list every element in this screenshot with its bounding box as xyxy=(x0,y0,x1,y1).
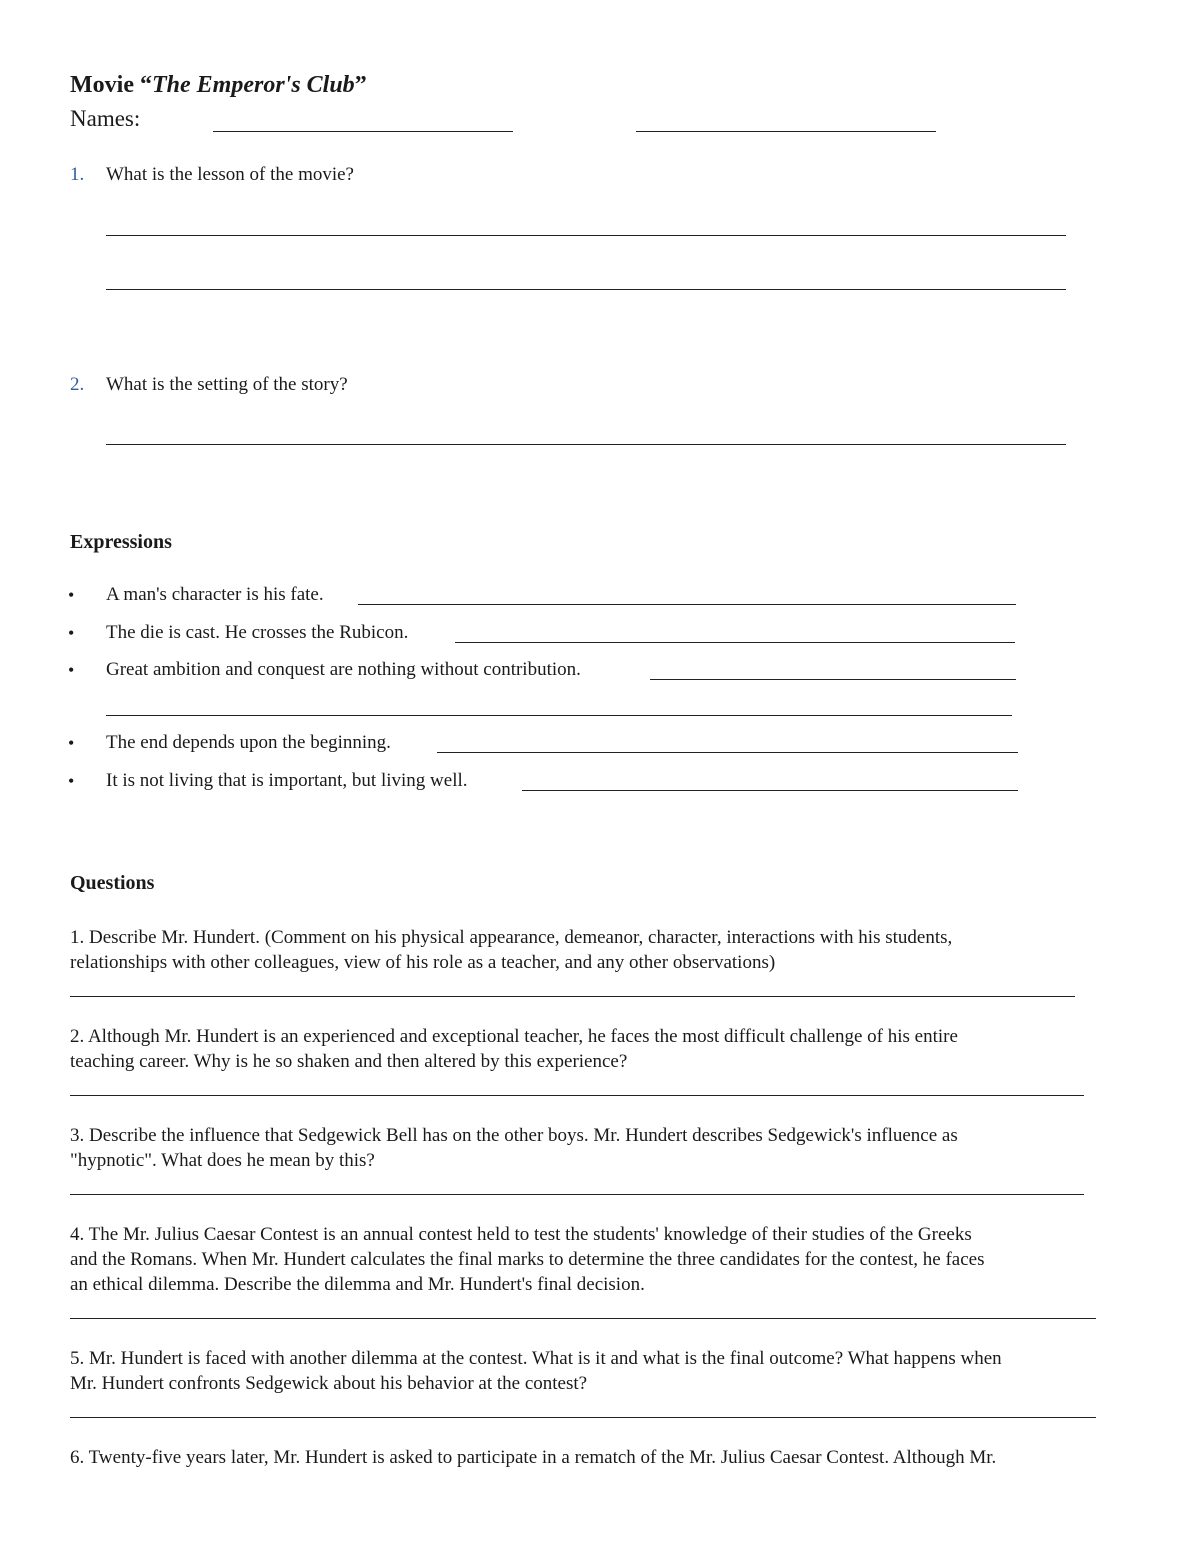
question-5 xyxy=(70,1346,1002,1396)
question-line: "hypnotic". What does he mean by this? xyxy=(70,1150,375,1171)
bullet: • xyxy=(68,771,75,791)
intro-question-text: What is the lesson of the movie? xyxy=(106,164,354,185)
question-line: an ethical dilemma. Describe the dilemma and Mr. Hundert's final decision. xyxy=(70,1274,645,1295)
answer-line[interactable] xyxy=(106,235,1066,236)
film-title: The Emperor's Club xyxy=(151,72,355,98)
expressions-heading: Expressions xyxy=(70,531,172,553)
answer-line[interactable] xyxy=(650,679,1016,680)
title-prefix: Movie “ xyxy=(70,72,152,98)
bullet: • xyxy=(68,585,75,605)
name-blank-1[interactable] xyxy=(213,131,513,132)
question-line: 4. The Mr. Julius Caesar Contest is an annual contest held to test the students' knowledge of their studies of the Greeks xyxy=(70,1224,972,1245)
names-label: Names: xyxy=(70,106,141,131)
question-line: Mr. Hundert confronts Sedgewick about his behavior at the contest? xyxy=(70,1373,588,1394)
answer-line[interactable] xyxy=(106,289,1066,290)
title-suffix: ” xyxy=(354,72,367,98)
question-line: teaching career. Why is he so shaken and then altered by this experience? xyxy=(70,1051,628,1072)
question-line: 3. Describe the influence that Sedgewick Bell has on the other boys. Mr. Hundert describes Sedgewick's influence as xyxy=(70,1125,958,1146)
question-line: 2. Although Mr. Hundert is an experienced and exceptional teacher, he faces the most difficult challenge of his entire xyxy=(70,1026,958,1047)
answer-line[interactable] xyxy=(437,752,1018,753)
answer-line[interactable] xyxy=(70,1194,1084,1195)
question-line: relationships with other colleagues, view of his role as a teacher, and any other observations) xyxy=(70,952,776,973)
answer-line[interactable] xyxy=(522,790,1018,791)
answer-line[interactable] xyxy=(70,1318,1096,1319)
expression-item: It is not living that is important, but living well. xyxy=(106,770,468,791)
expression-item: The end depends upon the beginning. xyxy=(106,732,391,753)
worksheet-title xyxy=(70,72,367,99)
answer-line[interactable] xyxy=(70,1417,1096,1418)
name-blank-2[interactable] xyxy=(636,131,936,132)
question-3 xyxy=(70,1123,958,1173)
answer-line[interactable] xyxy=(455,642,1015,643)
expression-item: The die is cast. He crosses the Rubicon. xyxy=(106,622,409,643)
intro-question-text: What is the setting of the story? xyxy=(106,374,348,395)
question-line: 5. Mr. Hundert is faced with another dilemma at the contest. What is it and what is the final outcome? What happens when xyxy=(70,1348,1002,1369)
expression-item: A man's character is his fate. xyxy=(106,584,324,605)
answer-line[interactable] xyxy=(358,604,1016,605)
intro-question-number: 2. xyxy=(70,374,85,395)
answer-line[interactable] xyxy=(106,444,1066,445)
answer-line[interactable] xyxy=(106,715,1012,716)
question-2 xyxy=(70,1024,958,1074)
answer-line[interactable] xyxy=(70,996,1075,997)
bullet: • xyxy=(68,623,75,643)
question-line: and the Romans. When Mr. Hundert calculates the final marks to determine the three candidates for the contest, he faces xyxy=(70,1249,985,1270)
questions-heading: Questions xyxy=(70,872,155,894)
expression-item: Great ambition and conquest are nothing without contribution. xyxy=(106,659,581,680)
bullet: • xyxy=(68,733,75,753)
intro-question-number: 1. xyxy=(70,164,85,185)
bullet: • xyxy=(68,660,75,680)
question-line: 1. Describe Mr. Hundert. (Comment on his physical appearance, demeanor, character, interactions with his students, xyxy=(70,927,953,948)
answer-line[interactable] xyxy=(70,1095,1084,1096)
question-line: 6. Twenty-five years later, Mr. Hundert is asked to participate in a rematch of the Mr. Julius Caesar Contest. Although Mr. xyxy=(70,1447,997,1468)
question-6 xyxy=(70,1445,996,1470)
question-4 xyxy=(70,1222,985,1297)
question-1 xyxy=(70,925,952,975)
